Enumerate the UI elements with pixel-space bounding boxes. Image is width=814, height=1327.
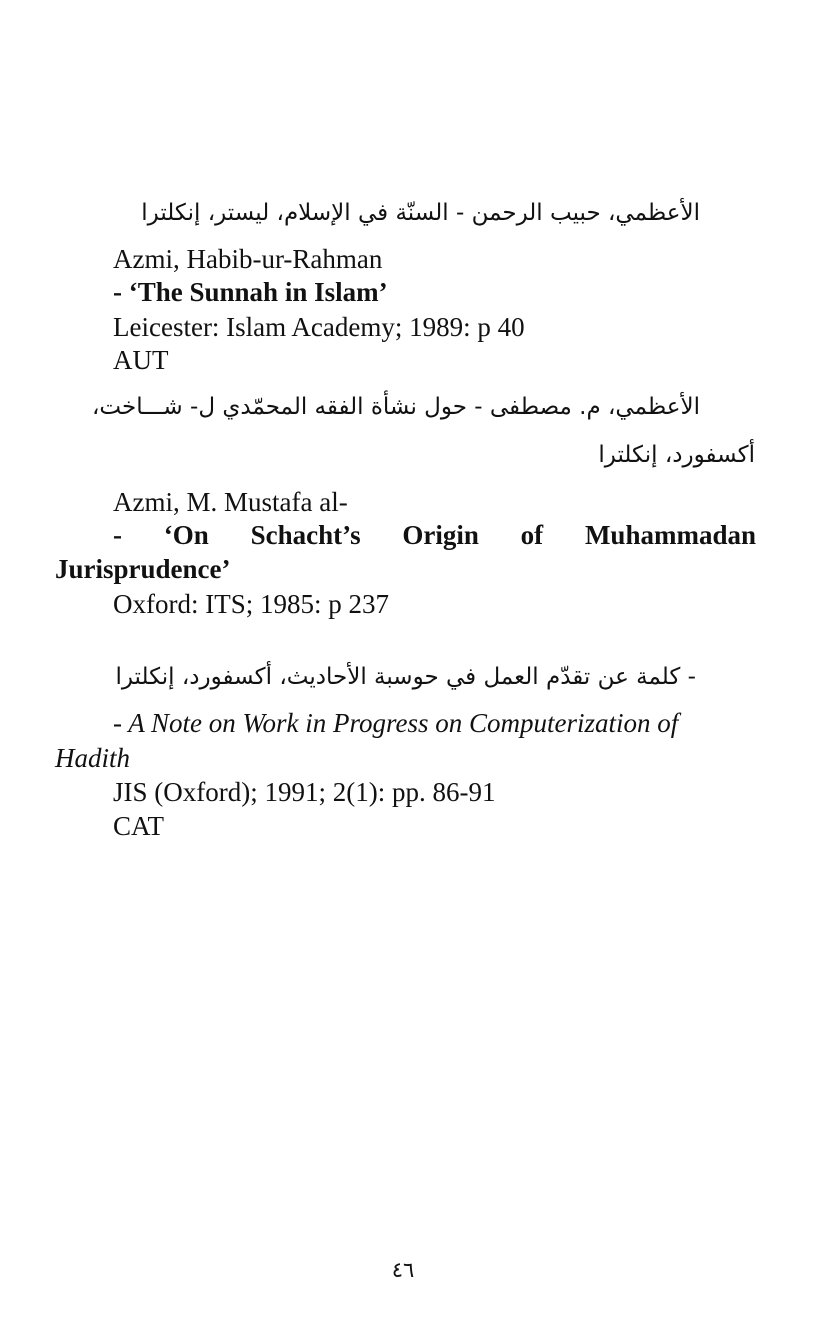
author-name: Azmi, Habib-ur-Rahman — [113, 244, 383, 274]
title-word: - — [113, 520, 122, 550]
work-title: - A Note on Work in Progress on Computerization of — [113, 708, 679, 738]
page-number: ٤٦ — [391, 1258, 415, 1282]
title-word: Origin — [402, 520, 479, 550]
work-title: - ‘The Sunnah in Islam’ — [113, 277, 388, 307]
arabic-citation-line: - كلمة عن تقدّم العمل في حوسبة الأحاديث، أكسفورد، إنكلترا — [115, 664, 696, 690]
publication-details: Oxford: ITS; 1985: p 237 — [113, 589, 389, 619]
category-code: AUT — [113, 345, 169, 375]
work-title-first-line — [113, 519, 756, 551]
title-word: Schacht’s — [250, 520, 361, 550]
category-code: CAT — [113, 811, 165, 841]
author-name: Azmi, M. Mustafa al- — [113, 487, 348, 517]
arabic-citation-continuation: أكسفورد، إنكلترا — [598, 442, 755, 468]
title-word: of — [520, 520, 544, 550]
work-title-continuation: Hadith — [55, 743, 131, 773]
publication-details: Leicester: Islam Academy; 1989: p 40 — [113, 312, 525, 342]
publication-details: JIS (Oxford); 1991; 2(1): pp. 86-91 — [113, 777, 496, 807]
title-word: Muhammadan — [584, 520, 756, 550]
arabic-citation-line: الأعظمي، م. مصطفى - حول نشأة الفقه المحمّدي ل- شـــاخت، — [91, 394, 700, 420]
work-title-continuation: Jurisprudence’ — [55, 554, 231, 584]
title-word: ‘On — [163, 520, 209, 550]
arabic-citation-line: الأعظمي، حبيب الرحمن - السنّة في الإسلام، ليستر، إنكلترا — [141, 200, 700, 226]
